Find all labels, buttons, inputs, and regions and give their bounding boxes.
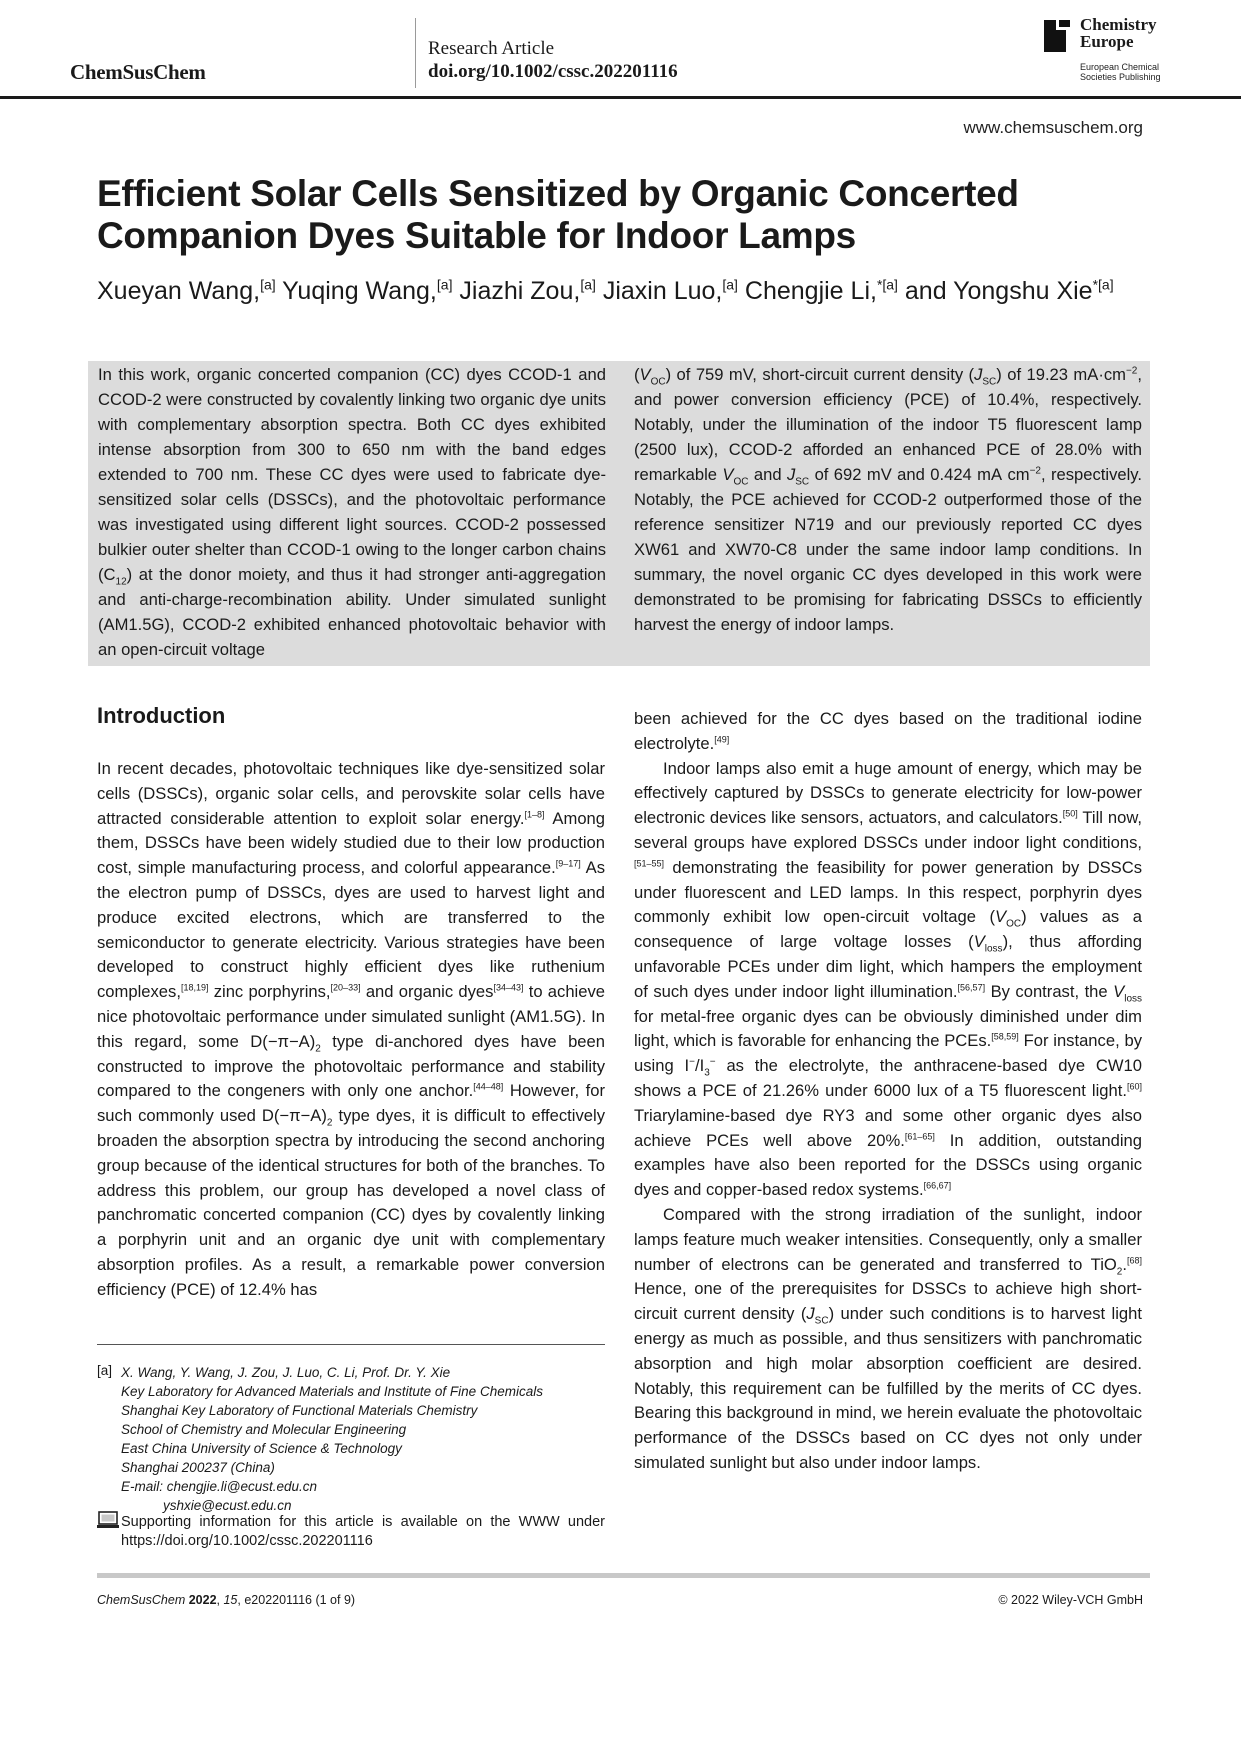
section-heading-introduction: Introduction [97, 703, 226, 728]
body-column-left [97, 757, 605, 1303]
author-name: Yuqing Wang, [282, 277, 437, 305]
affiliation-tag: [a] [97, 1363, 113, 1378]
author-list [97, 274, 1157, 308]
body-column-right [634, 707, 1142, 1476]
supporting-info-note: Supporting information for this article is available on the WWW under https://doi.org/10.1002/cssc.202201116 [121, 1514, 605, 1549]
affiliation-block: X. Wang, Y. Wang, J. Zou, J. Luo, C. Li, Prof. Dr. Y. Xie Key Laboratory for Advanced Materials and Institute of Fine Chemicals Shanghai Key Laboratory of Functional Materials Chemistry School of Chemistry and Molecular Engineering East China University of Science & Technology Shanghai 200237 (China) E-mail: chengjie.li@ecust.edu.cn yshxie@ecust.edu.cn [121, 1363, 601, 1515]
footer-bar [97, 1573, 1150, 1578]
chemistry-europe-logo-icon [1042, 18, 1072, 54]
journal-name: ChemSusChem [70, 60, 206, 84]
author-affiliation-mark: *[a] [876, 276, 898, 293]
author-affiliation-mark: [a] [260, 276, 276, 293]
article-type: Research Article [428, 38, 555, 59]
email-link[interactable]: yshxie@ecust.edu.cn [163, 1498, 292, 1513]
abstract-text-left: In this work, organic concerted companion (CC) dyes CCOD-1 and CCOD-2 were constructed by covalently linking two organic dye units with complementary absorption spectra. Both CC dyes exhibited intense absorption from 300 to 650 nm with the band edges extended to 700 nm. These CC dyes were used to fabricate dye-sensitized solar cells (DSSCs), and the photovoltaic performance was investigated using different light sources. CCOD-2 possessed bulkier outer shelter than CCOD-1 owing to the longer carbon chains $(C_{12})$ at the donor moiety, and thus it had stronger anti-aggregation and anti-charge-recombination ability. Under simulated sunlight (AM1.5G), CCOD-2 exhibited enhanced photovoltaic behavior with an open-circuit voltage [98, 365, 606, 659]
author-name: Xueyan Wang, [97, 277, 261, 305]
body-paragraph: been achieved for the CC dyes based on the traditional iodine electrolyte.[49] [634, 709, 1142, 753]
author-name: Jiazhi Zou, [459, 277, 581, 305]
footnote-rule [97, 1344, 605, 1345]
publisher-logo-name: Chemistry Europe [1080, 15, 1157, 51]
footer-copyright: © 2022 Wiley-VCH GmbH [998, 1593, 1143, 1607]
body-paragraph: Indoor lamps also emit a huge amount of energy, which may be effectively captured by DSSCs to generate electricity for low-power electronic devices like sensors, actuators, and calculators.[50] Till now, several groups have explored DSSCs under indoor light conditions,[51–55] demonstrating the feasibility for power generation by DSSCs under fluorescent and LED lamps. In this respect, porphyrin dyes commonly exhibit low open-circuit voltage $(V_{OC})$ values as a consequence of large voltage losses $(V_{loss})$, thus affording unfavorable PCEs under dim light, which hampers the employment of such dyes under indoor light illumination.[56,57] By contrast, the $V_{loss}$ for metal-free organic dyes can be obviously diminished under dim light, which is favorable for enhancing the PCEs.[58,59] For instance, by using $I^-/I_3^-$ as the electrolyte, the anthracene-based dye CW10 shows a PCE of 21.26% under 6000 lux of a T5 fluorescent light.[60] Triarylamine-based dye RY3 and some other organic dyes also achieve PCEs well above 20%.[61–65] In addition, outstanding examples have also been reported for the DSSCs using organic dyes and copper-based redox systems.[66,67] [634, 758, 1143, 1200]
header-divider [415, 18, 416, 88]
header-rule [0, 96, 1241, 99]
computer-icon [97, 1511, 119, 1529]
author-affiliation-mark: [a] [580, 276, 596, 293]
email-link[interactable]: E-mail: chengjie.li@ecust.edu.cn [121, 1479, 318, 1494]
author-affiliation-mark: [a] [436, 276, 453, 293]
website-link[interactable]: www.chemsuschem.org [963, 118, 1143, 137]
author-name: Jiaxin Luo, [602, 277, 723, 305]
author-name: Chengjie Li, [744, 277, 877, 305]
author-affiliation-mark: *[a] [1092, 276, 1114, 293]
doi-link[interactable]: doi.org/10.1002/cssc.202201116 [428, 61, 678, 82]
publisher-logo-subtitle: European Chemical Societies Publishing [1080, 62, 1161, 82]
article-title: Efficient Solar Cells Sensitized by Organic Concerted Companion Dyes Suitable for Indoor Lamps [97, 173, 1019, 256]
body-paragraph: Compared with the strong irradiation of the sunlight, indoor lamps feature much weaker intensities. Consequently, only a smaller number of electrons can be generated and transferred to TiO$_2$.[68] Hence, one of the prerequisites for DSSCs to achieve high short-circuit current density $(J_{SC})$ under such conditions is to harvest light energy as much as possible, and thus sensitizers with panchromatic absorption and high molar absorption coefficient are desired. Notably, this requirement can be fulfilled by the merits of CC dyes. Bearing this background in mind, we herein evaluate the photovoltaic performance of the DSSCs based on CC dyes not only under simulated sunlight but also under indoor lamps. [634, 1204, 1142, 1472]
abstract-text-right: $(V_{OC})$ of 759 mV, short-circuit current density $(J_{SC})$ of 19.23 $mA\cdot cm^{-2}$, and power conversion efficiency (PCE) of 10.4%, respectively. Notably, under the illumination of the indoor T5 fluorescent lamp (2500 lux), CCOD-2 afforded an enhanced PCE of 28.0% with remarkable $V_{OC}$ and $J_{SC}$ of 692 mV and 0.424 mA $cm^{-2}$, respectively. Notably, the PCE achieved for CCOD-2 outperformed those of the reference sensitizer N719 and our previously reported CC dyes XW61 and XW70-C8 under the same indoor lamp conditions. In summary, the novel organic CC dyes developed in this work were demonstrated to be promising for fabricating DSSCs to efficiently harvest the energy of indoor lamps. [634, 365, 1142, 634]
body-paragraph: In recent decades, photovoltaic techniques like dye-sensitized solar cells (DSSCs), organic solar cells, and perovskite solar cells have attracted considerable attention to exploit solar energy.[1–8] Among them, DSSCs have been widely studied due to their low production cost, simple manufacturing process, and colorful appearance.[9–17] As the electron pump of DSSCs, dyes are used to harvest light and produce excited electrons, which are transferred to the semiconductor to generate electricity. Various strategies have been developed to construct highly efficient dyes like ruthenium complexes,[18,19] zinc porphyrins,[20–33] and organic dyes[34–43] to achieve nice photovoltaic performance under simulated sunlight (AM1.5G). In this regard, some $D(-\pi-A)_2$ type di-anchored dyes have been constructed to improve the photovoltaic performance and stability compared to the congeners with only one anchor.[44–48] However, for such commonly used $D(-\pi-A)_2$ type dyes, it is difficult to effectively broaden the absorption spectra by introducing the second anchoring group because of the identical structures for both of the branches. To address this problem, our group has developed a novel class of panchromatic concerted companion (CC) dyes by covalently linking a porphyrin unit and an organic dye unit with complementary absorption profiles. As a result, a remarkable power conversion efficiency (PCE) of 12.4% has [97, 759, 605, 1299]
author-affiliation-mark: [a] [722, 276, 738, 293]
footer-citation: ChemSusChem 2022, 15, e202201116 (1 of 9) [97, 1593, 356, 1607]
author-name: and Yongshu Xie [904, 277, 1093, 305]
